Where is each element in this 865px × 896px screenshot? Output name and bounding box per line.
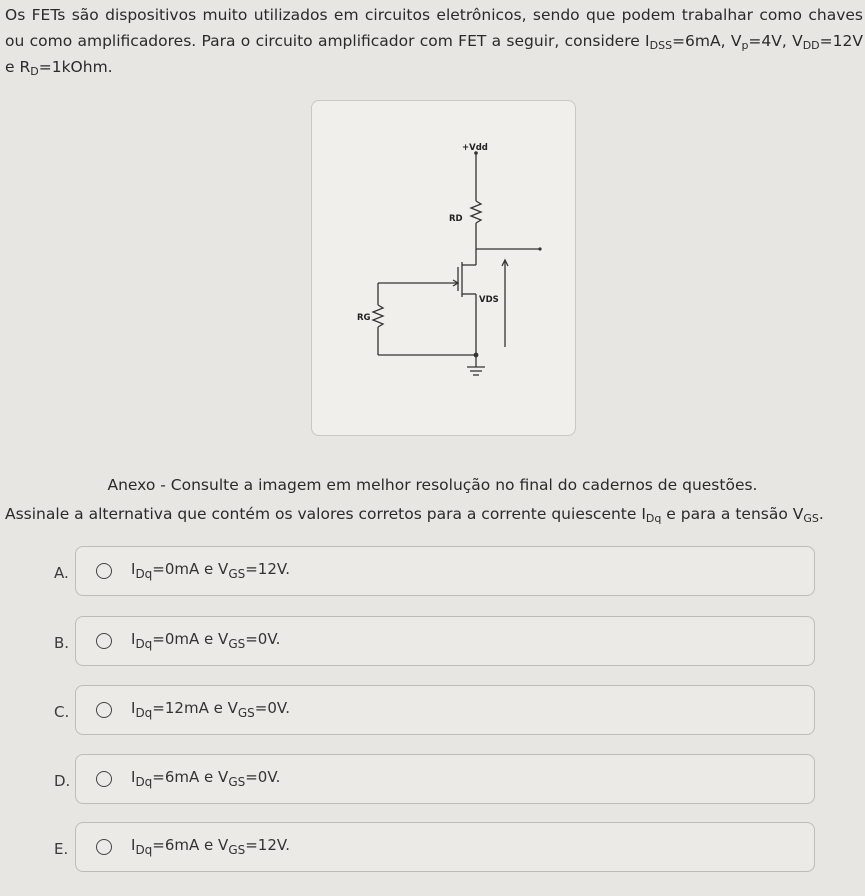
radio-circle-icon[interactable] [96,563,112,579]
radio-circle-icon[interactable] [96,771,112,787]
intro-text-2: =6mA, V [672,32,742,50]
option-a-letter: A. [54,564,69,582]
rg-resistor [373,305,383,327]
question-text: Assinale a alternativa que contém os valores corretos para a corrente quiescente I [5,505,646,523]
radio-circle-icon[interactable] [96,702,112,718]
rd-label: RD [449,214,463,224]
intro-text-4: =12V e R [5,32,863,76]
vdd-subscript: DD [802,39,820,52]
rd-subscript: D [30,65,39,78]
option-b-text: $I_{Dq}=0mA$ e $V_{GS}=0V$. [131,630,281,651]
intro-text-5: =1kOhm. [38,58,113,76]
question-end: . [818,505,824,523]
question-prompt [5,502,863,526]
option-e-letter: E. [54,840,69,858]
vgs-subscript: GS [803,512,819,525]
radio-circle-icon[interactable] [96,839,112,855]
option-d[interactable] [75,754,815,804]
idss-subscript: DSS [649,39,673,52]
fet-circuit-diagram [312,101,575,435]
vp-subscript: p [741,39,749,52]
idq-subscript: Dq [645,512,662,525]
radio-circle-icon[interactable] [96,633,112,649]
option-d-text: $I_{Dq}=6mA$ e $V_{GS}=0V$. [131,768,281,789]
option-e[interactable] [75,822,815,872]
option-e-text: $I_{Dq}=6mA$ e $V_{GS}=12V$. [131,836,290,857]
intro-paragraph [5,2,863,80]
intro-text-3: =4V, V [748,32,803,50]
question-mid: e para a tensão V [661,505,804,523]
vdd-label: +Vdd [462,143,488,153]
intro-text-1: Os FETs são dispositivos muito utilizados em circuitos eletrônicos, sendo que podem trabalhar como chaves ou como amplificadores. Para o circuito amplificador com FET a seguir, considere I [5,6,863,50]
figure-caption: Anexo - Consulte a imagem em melhor resolução no final do cadernos de questões. [107,476,758,494]
rg-label: RG [357,313,371,323]
option-d-letter: D. [54,772,71,790]
circuit-figure[interactable] [311,100,576,436]
vds-label: VDS [479,295,499,305]
option-c[interactable] [75,685,815,735]
option-c-text: $I_{Dq}=12mA$ e $V_{GS}=0V$. [131,699,290,720]
option-a-text: $I_{Dq}=0mA$ e $V_{GS}=12V$. [131,560,290,581]
option-c-letter: C. [54,703,70,721]
rd-resistor [471,201,481,223]
option-b-letter: B. [54,634,70,652]
option-b[interactable] [75,616,815,666]
option-a[interactable] [75,546,815,596]
